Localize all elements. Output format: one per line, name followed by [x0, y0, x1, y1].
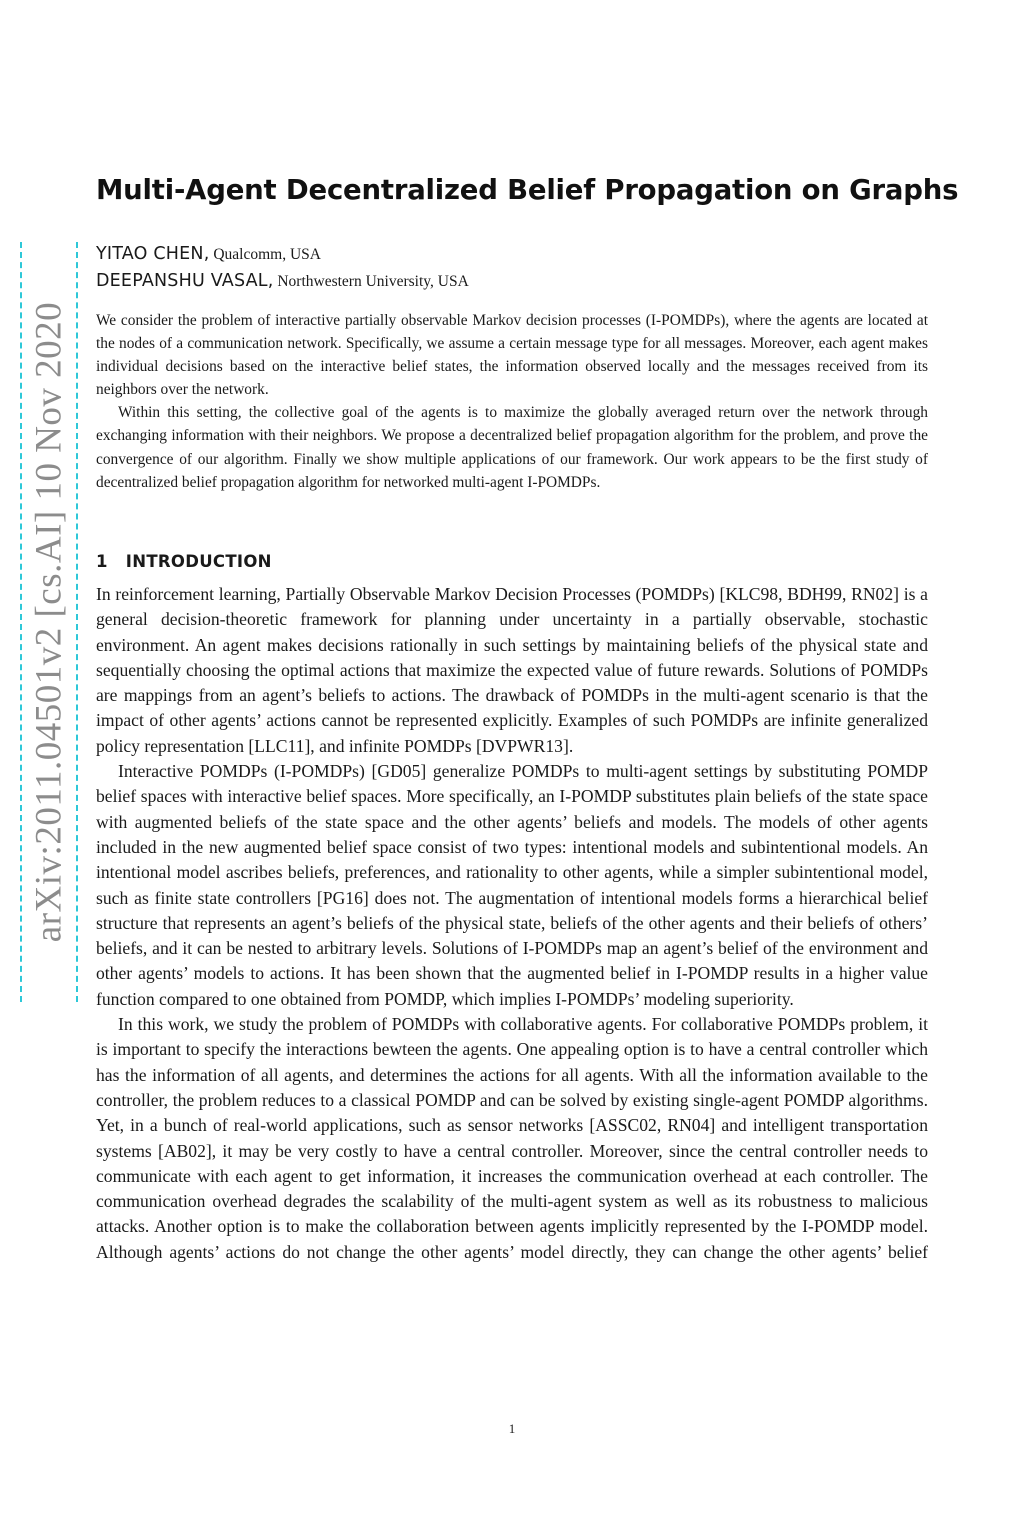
abstract	[96, 309, 928, 494]
arxiv-sidebar	[20, 242, 78, 1002]
body-paragraph-2: Interactive POMDPs (I-POMDPs) [GD05] generalize POMDPs to multi-agent settings by substituting POMDP belief spaces with interactive belief spaces. More specifically, an I-POMDP substitutes plain beliefs of the state space with augmented beliefs of the state space and the other agents’ beliefs and models. The models of other agents included in the new augmented belief space consist of two types: intentional models and subintentional models. An intentional model ascribes beliefs, preferences, and rationality to other agents, while a simpler subintentional model, such as finite state controllers [PG16] does not. The augmentation of intentional models forms a hierarchical belief structure that represents an agent’s beliefs of the physical state, beliefs of the other agents and their beliefs of others’ beliefs, and it can be nested to arbitrary levels. Solutions of I-POMDPs map an agent’s belief of the environment and other agents’ models to actions. It has been shown that the augmented belief in I-POMDP results in a higher value function compared to one obtained from POMDP, which implies I-POMDPs’ modeling superiority.	[96, 761, 928, 1009]
body-text	[96, 582, 928, 1265]
author-1-name: YITAO CHEN,	[96, 244, 210, 264]
body-paragraph-3: In this work, we study the problem of POMDPs with collaborative agents. For collaborative POMDPs problem, it is important to specify the interactions bewteen the agents. One appealing option is to have a central controller which has the information of all agents, and determines the actions for all agents. With all the information available to the controller, the problem reduces to a classical POMDP and can be solved by existing single-agent POMDP algorithms. Yet, in a bunch of real-world applications, such as sensor networks [ASSC02, RN04] and intelligent transportation systems [AB02], it may be very costly to have a central controller. Moreover, since the central controller needs to communicate with each agent to get information, it increases the communication overhead at each controller. The communication overhead degrades the scalability of the multi-agent system as well as its robustness to malicious attacks. Another option is to make the collaboration between agents implicitly represented by the I-POMDP model. Although agents’ actions do not change the other agents’ model directly, they can change the other agents’ belief	[96, 1014, 928, 1262]
abstract-paragraph-1: We consider the problem of interactive partially observable Markov decision processes (I-POMDPs), where the agents are located at the nodes of a communication network. Specifically, we assume a certain message type for all messages. Moreover, each agent makes individual decisions based on the interactive belief states, the information observed locally and the messages received from its neighbors over the network.	[96, 312, 928, 399]
abstract-paragraph-2: Within this setting, the collective goal of the agents is to maximize the globally averaged return over the network through exchanging information with their neighbors. We propose a decentralized belief propagation algorithm for the problem, and prove the convergence of our algorithm. Finally we show multiple applications of our framework. Our work appears to be the first study of decentralized belief propagation algorithm for networked multi-agent I-POMDPs.	[96, 404, 928, 491]
section-title: INTRODUCTION	[125, 552, 272, 571]
paper-title: Multi-Agent Decentralized Belief Propagation on Graphs	[96, 174, 959, 206]
author-2	[96, 271, 469, 292]
author-1-affiliation: Qualcomm, USA	[213, 246, 321, 263]
section-number: 1	[96, 552, 108, 571]
author-1	[96, 244, 321, 265]
author-2-name: DEEPANSHU VASAL,	[96, 271, 274, 291]
author-2-affiliation: Northwestern University, USA	[277, 273, 469, 290]
arxiv-identifier: arXiv:2011.04501v2 [cs.AI] 10 Nov 2020	[28, 301, 70, 943]
body-paragraph-1: In reinforcement learning, Partially Observable Markov Decision Processes (POMDPs) [KLC98, BDH99, RN02] is a general decision-theoretic framework for planning under uncertainty in a partially observable, stochastic environment. An agent makes decisions rationally in such settings by maintaining beliefs of the physical state and sequentially choosing the optimal actions that maximize the expected value of future rewards. Solutions of POMDPs are mappings from an agent’s beliefs to actions. The drawback of POMDPs in the multi-agent scenario is that the impact of other agents’ actions cannot be represented explicitly. Examples of such POMDPs are infinite generalized policy representation [LLC11], and infinite POMDPs [DVPWR13].	[96, 584, 928, 756]
section-heading-introduction	[96, 552, 272, 571]
page-number: 1	[508, 1421, 516, 1436]
